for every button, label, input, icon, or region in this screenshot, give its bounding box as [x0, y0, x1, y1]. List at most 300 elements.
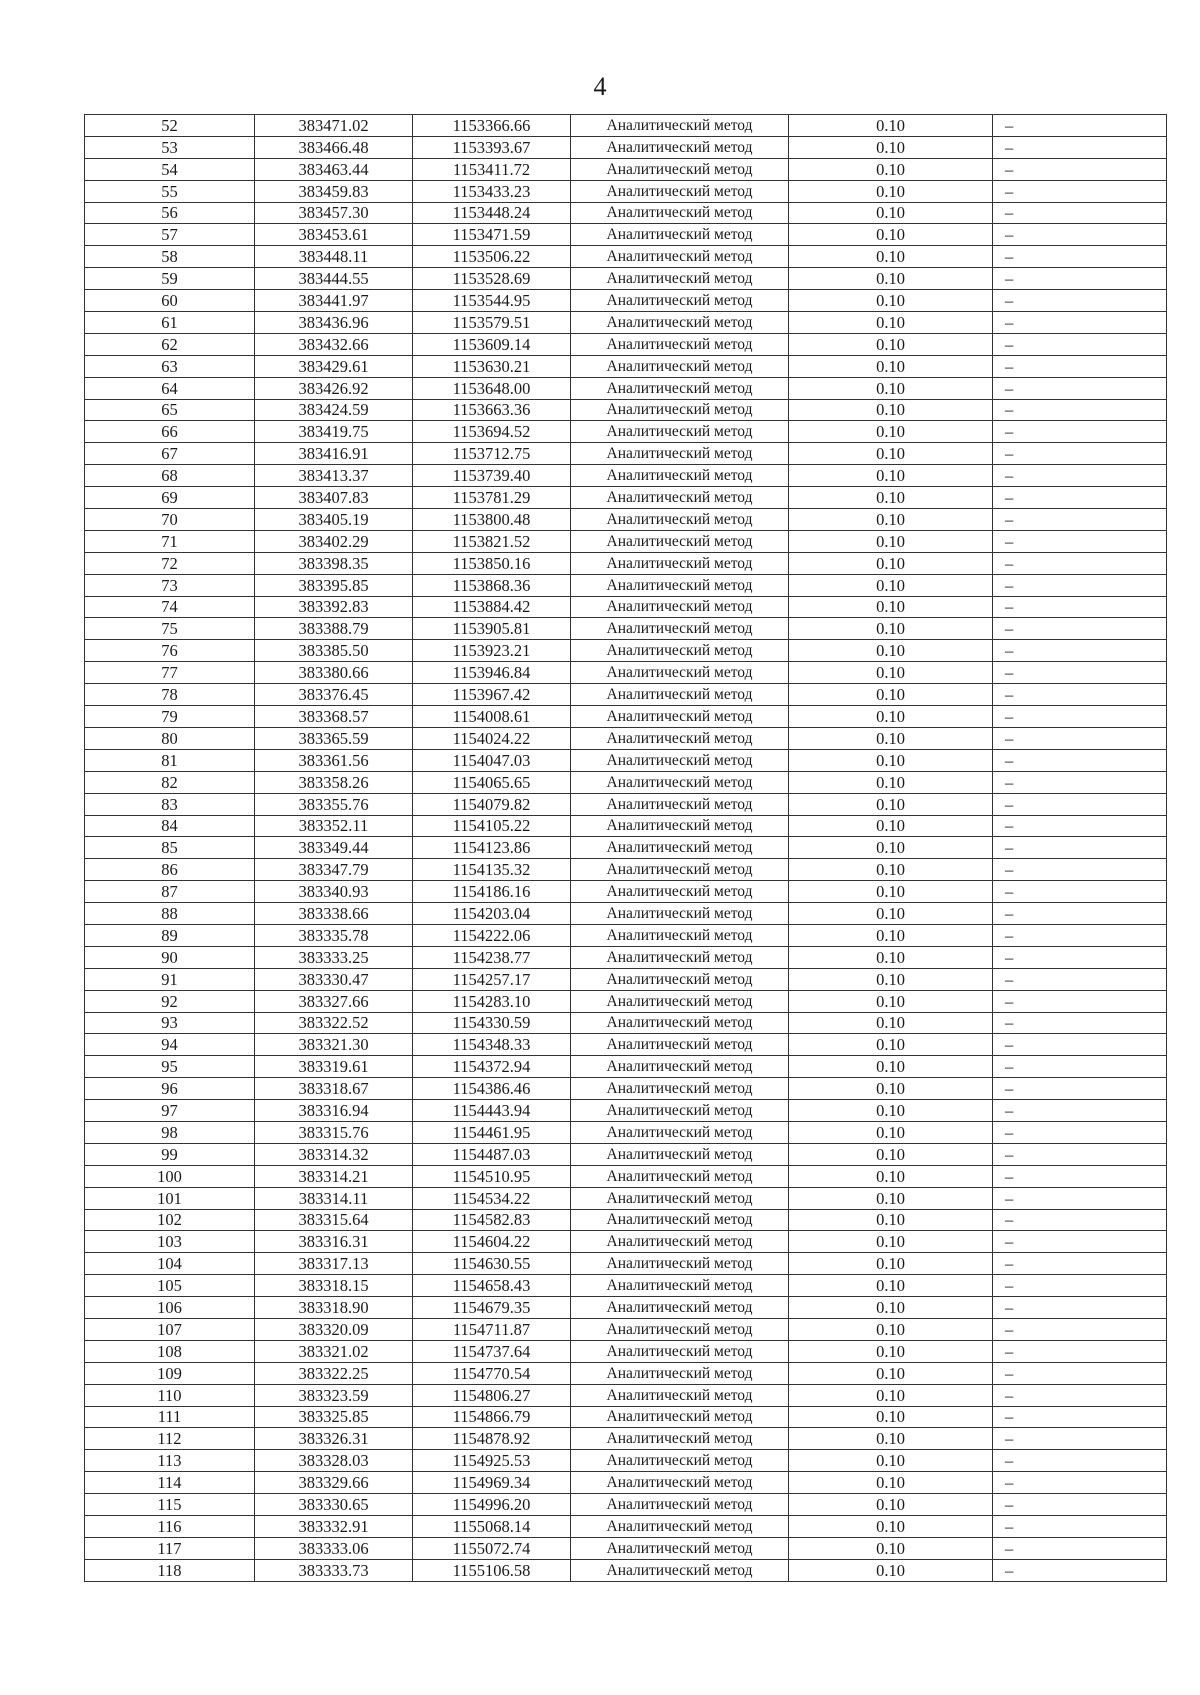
- accuracy-cell: 0.10: [789, 246, 993, 268]
- y-coordinate-cell: 1154604.22: [413, 1231, 571, 1253]
- point-number-cell: 104: [85, 1253, 255, 1275]
- x-coordinate-cell: 383392.83: [255, 596, 413, 618]
- point-number-cell: 102: [85, 1209, 255, 1231]
- note-cell: –: [993, 1559, 1167, 1581]
- accuracy-cell: 0.10: [789, 749, 993, 771]
- accuracy-cell: 0.10: [789, 684, 993, 706]
- y-coordinate-cell: 1153884.42: [413, 596, 571, 618]
- x-coordinate-cell: 383463.44: [255, 158, 413, 180]
- method-cell: Аналитический метод: [571, 968, 789, 990]
- table-row: [85, 640, 1167, 662]
- table-row: [85, 224, 1167, 246]
- y-coordinate-cell: 1154386.46: [413, 1078, 571, 1100]
- accuracy-cell: 0.10: [789, 859, 993, 881]
- method-cell: Аналитический метод: [571, 815, 789, 837]
- y-coordinate-cell: 1154008.61: [413, 706, 571, 728]
- y-coordinate-cell: 1154024.22: [413, 727, 571, 749]
- y-coordinate-cell: 1153905.81: [413, 618, 571, 640]
- accuracy-cell: 0.10: [789, 115, 993, 137]
- note-cell: –: [993, 618, 1167, 640]
- point-number-cell: 61: [85, 312, 255, 334]
- note-cell: –: [993, 421, 1167, 443]
- table-row: [85, 399, 1167, 421]
- y-coordinate-cell: 1154770.54: [413, 1362, 571, 1384]
- y-coordinate-cell: 1154534.22: [413, 1187, 571, 1209]
- note-cell: –: [993, 530, 1167, 552]
- x-coordinate-cell: 383321.30: [255, 1034, 413, 1056]
- table-row: [85, 487, 1167, 509]
- method-cell: Аналитический метод: [571, 662, 789, 684]
- x-coordinate-cell: 383322.52: [255, 1012, 413, 1034]
- note-cell: –: [993, 465, 1167, 487]
- method-cell: Аналитический метод: [571, 924, 789, 946]
- note-cell: –: [993, 859, 1167, 881]
- table-row: [85, 202, 1167, 224]
- table-row: [85, 1362, 1167, 1384]
- x-coordinate-cell: 383429.61: [255, 355, 413, 377]
- accuracy-cell: 0.10: [789, 968, 993, 990]
- method-cell: Аналитический метод: [571, 399, 789, 421]
- point-number-cell: 118: [85, 1559, 255, 1581]
- accuracy-cell: 0.10: [789, 355, 993, 377]
- note-cell: –: [993, 1340, 1167, 1362]
- point-number-cell: 92: [85, 990, 255, 1012]
- method-cell: Аналитический метод: [571, 136, 789, 158]
- y-coordinate-cell: 1154582.83: [413, 1209, 571, 1231]
- point-number-cell: 96: [85, 1078, 255, 1100]
- method-cell: Аналитический метод: [571, 1406, 789, 1428]
- table-row: [85, 1012, 1167, 1034]
- table-row: [85, 1472, 1167, 1494]
- accuracy-cell: 0.10: [789, 202, 993, 224]
- x-coordinate-cell: 383395.85: [255, 574, 413, 596]
- x-coordinate-cell: 383416.91: [255, 443, 413, 465]
- accuracy-cell: 0.10: [789, 136, 993, 158]
- table-row: [85, 1340, 1167, 1362]
- point-number-cell: 73: [85, 574, 255, 596]
- point-number-cell: 97: [85, 1100, 255, 1122]
- point-number-cell: 59: [85, 268, 255, 290]
- method-cell: Аналитический метод: [571, 990, 789, 1012]
- accuracy-cell: 0.10: [789, 1012, 993, 1034]
- method-cell: Аналитический метод: [571, 290, 789, 312]
- x-coordinate-cell: 383402.29: [255, 530, 413, 552]
- note-cell: –: [993, 793, 1167, 815]
- note-cell: –: [993, 158, 1167, 180]
- x-coordinate-cell: 383335.78: [255, 924, 413, 946]
- x-coordinate-cell: 383332.91: [255, 1516, 413, 1538]
- table-row: [85, 924, 1167, 946]
- note-cell: –: [993, 968, 1167, 990]
- point-number-cell: 88: [85, 903, 255, 925]
- y-coordinate-cell: 1154105.22: [413, 815, 571, 837]
- x-coordinate-cell: 383388.79: [255, 618, 413, 640]
- table-row: [85, 268, 1167, 290]
- y-coordinate-cell: 1154878.92: [413, 1428, 571, 1450]
- table-row: [85, 312, 1167, 334]
- note-cell: –: [993, 1275, 1167, 1297]
- method-cell: Аналитический метод: [571, 1209, 789, 1231]
- x-coordinate-cell: 383413.37: [255, 465, 413, 487]
- x-coordinate-cell: 383327.66: [255, 990, 413, 1012]
- y-coordinate-cell: 1154969.34: [413, 1472, 571, 1494]
- accuracy-cell: 0.10: [789, 509, 993, 531]
- note-cell: –: [993, 1078, 1167, 1100]
- method-cell: Аналитический метод: [571, 946, 789, 968]
- y-coordinate-cell: 1153850.16: [413, 552, 571, 574]
- table-row: [85, 509, 1167, 531]
- x-coordinate-cell: 383448.11: [255, 246, 413, 268]
- point-number-cell: 78: [85, 684, 255, 706]
- accuracy-cell: 0.10: [789, 1450, 993, 1472]
- x-coordinate-cell: 383419.75: [255, 421, 413, 443]
- point-number-cell: 69: [85, 487, 255, 509]
- point-number-cell: 76: [85, 640, 255, 662]
- accuracy-cell: 0.10: [789, 1406, 993, 1428]
- x-coordinate-cell: 383426.92: [255, 377, 413, 399]
- x-coordinate-cell: 383361.56: [255, 749, 413, 771]
- table-row: [85, 946, 1167, 968]
- method-cell: Аналитический метод: [571, 1253, 789, 1275]
- y-coordinate-cell: 1155106.58: [413, 1559, 571, 1581]
- table-row: [85, 443, 1167, 465]
- point-number-cell: 57: [85, 224, 255, 246]
- point-number-cell: 115: [85, 1494, 255, 1516]
- point-number-cell: 94: [85, 1034, 255, 1056]
- accuracy-cell: 0.10: [789, 421, 993, 443]
- y-coordinate-cell: 1153393.67: [413, 136, 571, 158]
- method-cell: Аналитический метод: [571, 881, 789, 903]
- point-number-cell: 53: [85, 136, 255, 158]
- note-cell: –: [993, 268, 1167, 290]
- method-cell: Аналитический метод: [571, 180, 789, 202]
- y-coordinate-cell: 1154443.94: [413, 1100, 571, 1122]
- point-number-cell: 68: [85, 465, 255, 487]
- x-coordinate-cell: 383325.85: [255, 1406, 413, 1428]
- accuracy-cell: 0.10: [789, 1537, 993, 1559]
- note-cell: –: [993, 136, 1167, 158]
- point-number-cell: 111: [85, 1406, 255, 1428]
- x-coordinate-cell: 383333.73: [255, 1559, 413, 1581]
- method-cell: Аналитический метод: [571, 1078, 789, 1100]
- method-cell: Аналитический метод: [571, 268, 789, 290]
- accuracy-cell: 0.10: [789, 1340, 993, 1362]
- note-cell: –: [993, 487, 1167, 509]
- accuracy-cell: 0.10: [789, 727, 993, 749]
- point-number-cell: 63: [85, 355, 255, 377]
- accuracy-cell: 0.10: [789, 552, 993, 574]
- accuracy-cell: 0.10: [789, 662, 993, 684]
- note-cell: –: [993, 684, 1167, 706]
- method-cell: Аналитический метод: [571, 1121, 789, 1143]
- accuracy-cell: 0.10: [789, 1034, 993, 1056]
- table-row: [85, 1537, 1167, 1559]
- y-coordinate-cell: 1154257.17: [413, 968, 571, 990]
- y-coordinate-cell: 1153800.48: [413, 509, 571, 531]
- method-cell: Аналитический метод: [571, 574, 789, 596]
- y-coordinate-cell: 1153506.22: [413, 246, 571, 268]
- accuracy-cell: 0.10: [789, 1209, 993, 1231]
- y-coordinate-cell: 1153433.23: [413, 180, 571, 202]
- x-coordinate-cell: 383320.09: [255, 1318, 413, 1340]
- method-cell: Аналитический метод: [571, 552, 789, 574]
- y-coordinate-cell: 1153411.72: [413, 158, 571, 180]
- accuracy-cell: 0.10: [789, 465, 993, 487]
- note-cell: –: [993, 1384, 1167, 1406]
- x-coordinate-cell: 383453.61: [255, 224, 413, 246]
- note-cell: –: [993, 443, 1167, 465]
- note-cell: –: [993, 1297, 1167, 1319]
- coordinates-table: [84, 114, 1167, 1582]
- x-coordinate-cell: 383329.66: [255, 1472, 413, 1494]
- accuracy-cell: 0.10: [789, 377, 993, 399]
- y-coordinate-cell: 1154123.86: [413, 837, 571, 859]
- point-number-cell: 101: [85, 1187, 255, 1209]
- y-coordinate-cell: 1153663.36: [413, 399, 571, 421]
- y-coordinate-cell: 1154135.32: [413, 859, 571, 881]
- point-number-cell: 56: [85, 202, 255, 224]
- x-coordinate-cell: 383316.94: [255, 1100, 413, 1122]
- y-coordinate-cell: 1153648.00: [413, 377, 571, 399]
- table-row: [85, 1559, 1167, 1581]
- note-cell: –: [993, 355, 1167, 377]
- x-coordinate-cell: 383352.11: [255, 815, 413, 837]
- accuracy-cell: 0.10: [789, 158, 993, 180]
- x-coordinate-cell: 383398.35: [255, 552, 413, 574]
- x-coordinate-cell: 383338.66: [255, 903, 413, 925]
- method-cell: Аналитический метод: [571, 837, 789, 859]
- method-cell: Аналитический метод: [571, 618, 789, 640]
- y-coordinate-cell: 1154658.43: [413, 1275, 571, 1297]
- note-cell: –: [993, 881, 1167, 903]
- accuracy-cell: 0.10: [789, 1253, 993, 1275]
- method-cell: Аналитический метод: [571, 903, 789, 925]
- table-row: [85, 1253, 1167, 1275]
- y-coordinate-cell: 1153967.42: [413, 684, 571, 706]
- y-coordinate-cell: 1153923.21: [413, 640, 571, 662]
- table-row: [85, 377, 1167, 399]
- method-cell: Аналитический метод: [571, 487, 789, 509]
- note-cell: –: [993, 837, 1167, 859]
- x-coordinate-cell: 383328.03: [255, 1450, 413, 1472]
- table-row: [85, 837, 1167, 859]
- method-cell: Аналитический метод: [571, 1165, 789, 1187]
- accuracy-cell: 0.10: [789, 1494, 993, 1516]
- y-coordinate-cell: 1153366.66: [413, 115, 571, 137]
- note-cell: –: [993, 1472, 1167, 1494]
- accuracy-cell: 0.10: [789, 1100, 993, 1122]
- note-cell: –: [993, 1056, 1167, 1078]
- table-row: [85, 465, 1167, 487]
- method-cell: Аналитический метод: [571, 377, 789, 399]
- x-coordinate-cell: 383322.25: [255, 1362, 413, 1384]
- accuracy-cell: 0.10: [789, 574, 993, 596]
- x-coordinate-cell: 383319.61: [255, 1056, 413, 1078]
- table-row: [85, 158, 1167, 180]
- y-coordinate-cell: 1154996.20: [413, 1494, 571, 1516]
- method-cell: Аналитический метод: [571, 1340, 789, 1362]
- table-row: [85, 727, 1167, 749]
- x-coordinate-cell: 383333.25: [255, 946, 413, 968]
- note-cell: –: [993, 509, 1167, 531]
- coordinates-table-body: [85, 115, 1167, 1582]
- point-number-cell: 100: [85, 1165, 255, 1187]
- y-coordinate-cell: 1154238.77: [413, 946, 571, 968]
- method-cell: Аналитический метод: [571, 1362, 789, 1384]
- method-cell: Аналитический метод: [571, 1428, 789, 1450]
- accuracy-cell: 0.10: [789, 618, 993, 640]
- y-coordinate-cell: 1154186.16: [413, 881, 571, 903]
- table-row: [85, 1428, 1167, 1450]
- y-coordinate-cell: 1154711.87: [413, 1318, 571, 1340]
- accuracy-cell: 0.10: [789, 881, 993, 903]
- accuracy-cell: 0.10: [789, 640, 993, 662]
- method-cell: Аналитический метод: [571, 1187, 789, 1209]
- method-cell: Аналитический метод: [571, 443, 789, 465]
- point-number-cell: 83: [85, 793, 255, 815]
- accuracy-cell: 0.10: [789, 1362, 993, 1384]
- point-number-cell: 87: [85, 881, 255, 903]
- accuracy-cell: 0.10: [789, 1231, 993, 1253]
- point-number-cell: 90: [85, 946, 255, 968]
- x-coordinate-cell: 383326.31: [255, 1428, 413, 1450]
- method-cell: Аналитический метод: [571, 1472, 789, 1494]
- point-number-cell: 60: [85, 290, 255, 312]
- note-cell: –: [993, 1231, 1167, 1253]
- point-number-cell: 55: [85, 180, 255, 202]
- table-row: [85, 815, 1167, 837]
- accuracy-cell: 0.10: [789, 333, 993, 355]
- point-number-cell: 112: [85, 1428, 255, 1450]
- method-cell: Аналитический метод: [571, 684, 789, 706]
- point-number-cell: 109: [85, 1362, 255, 1384]
- table-row: [85, 990, 1167, 1012]
- y-coordinate-cell: 1154461.95: [413, 1121, 571, 1143]
- x-coordinate-cell: 383444.55: [255, 268, 413, 290]
- method-cell: Аналитический метод: [571, 1056, 789, 1078]
- point-number-cell: 64: [85, 377, 255, 399]
- point-number-cell: 108: [85, 1340, 255, 1362]
- method-cell: Аналитический метод: [571, 859, 789, 881]
- accuracy-cell: 0.10: [789, 1472, 993, 1494]
- method-cell: Аналитический метод: [571, 421, 789, 443]
- method-cell: Аналитический метод: [571, 1143, 789, 1165]
- accuracy-cell: 0.10: [789, 1297, 993, 1319]
- point-number-cell: 91: [85, 968, 255, 990]
- accuracy-cell: 0.10: [789, 1384, 993, 1406]
- table-row: [85, 1231, 1167, 1253]
- method-cell: Аналитический метод: [571, 1275, 789, 1297]
- method-cell: Аналитический метод: [571, 355, 789, 377]
- table-row: [85, 618, 1167, 640]
- x-coordinate-cell: 383330.65: [255, 1494, 413, 1516]
- accuracy-cell: 0.10: [789, 1056, 993, 1078]
- y-coordinate-cell: 1153739.40: [413, 465, 571, 487]
- method-cell: Аналитический метод: [571, 333, 789, 355]
- method-cell: Аналитический метод: [571, 596, 789, 618]
- note-cell: –: [993, 1450, 1167, 1472]
- method-cell: Аналитический метод: [571, 115, 789, 137]
- accuracy-cell: 0.10: [789, 815, 993, 837]
- accuracy-cell: 0.10: [789, 443, 993, 465]
- x-coordinate-cell: 383318.15: [255, 1275, 413, 1297]
- accuracy-cell: 0.10: [789, 290, 993, 312]
- y-coordinate-cell: 1153781.29: [413, 487, 571, 509]
- note-cell: –: [993, 1187, 1167, 1209]
- note-cell: –: [993, 771, 1167, 793]
- table-row: [85, 552, 1167, 574]
- method-cell: Аналитический метод: [571, 1494, 789, 1516]
- point-number-cell: 65: [85, 399, 255, 421]
- x-coordinate-cell: 383436.96: [255, 312, 413, 334]
- x-coordinate-cell: 383314.32: [255, 1143, 413, 1165]
- accuracy-cell: 0.10: [789, 1121, 993, 1143]
- point-number-cell: 99: [85, 1143, 255, 1165]
- method-cell: Аналитический метод: [571, 1384, 789, 1406]
- y-coordinate-cell: 1154679.35: [413, 1297, 571, 1319]
- point-number-cell: 89: [85, 924, 255, 946]
- note-cell: –: [993, 706, 1167, 728]
- note-cell: –: [993, 1100, 1167, 1122]
- x-coordinate-cell: 383471.02: [255, 115, 413, 137]
- table-row: [85, 706, 1167, 728]
- x-coordinate-cell: 383365.59: [255, 727, 413, 749]
- point-number-cell: 58: [85, 246, 255, 268]
- y-coordinate-cell: 1154203.04: [413, 903, 571, 925]
- method-cell: Аналитический метод: [571, 1559, 789, 1581]
- table-row: [85, 115, 1167, 137]
- point-number-cell: 70: [85, 509, 255, 531]
- x-coordinate-cell: 383441.97: [255, 290, 413, 312]
- accuracy-cell: 0.10: [789, 1516, 993, 1538]
- note-cell: –: [993, 1143, 1167, 1165]
- table-row: [85, 881, 1167, 903]
- point-number-cell: 82: [85, 771, 255, 793]
- x-coordinate-cell: 383330.47: [255, 968, 413, 990]
- accuracy-cell: 0.10: [789, 990, 993, 1012]
- point-number-cell: 117: [85, 1537, 255, 1559]
- method-cell: Аналитический метод: [571, 1034, 789, 1056]
- note-cell: –: [993, 662, 1167, 684]
- accuracy-cell: 0.10: [789, 903, 993, 925]
- x-coordinate-cell: 383318.67: [255, 1078, 413, 1100]
- point-number-cell: 105: [85, 1275, 255, 1297]
- y-coordinate-cell: 1154222.06: [413, 924, 571, 946]
- method-cell: Аналитический метод: [571, 640, 789, 662]
- x-coordinate-cell: 383355.76: [255, 793, 413, 815]
- note-cell: –: [993, 1318, 1167, 1340]
- note-cell: –: [993, 1428, 1167, 1450]
- accuracy-cell: 0.10: [789, 1318, 993, 1340]
- note-cell: –: [993, 399, 1167, 421]
- note-cell: –: [993, 312, 1167, 334]
- x-coordinate-cell: 383317.13: [255, 1253, 413, 1275]
- x-coordinate-cell: 383376.45: [255, 684, 413, 706]
- table-row: [85, 180, 1167, 202]
- table-row: [85, 1494, 1167, 1516]
- table-row: [85, 333, 1167, 355]
- table-row: [85, 1450, 1167, 1472]
- table-row: [85, 1318, 1167, 1340]
- note-cell: –: [993, 1253, 1167, 1275]
- table-row: [85, 421, 1167, 443]
- method-cell: Аналитический метод: [571, 727, 789, 749]
- y-coordinate-cell: 1154330.59: [413, 1012, 571, 1034]
- table-row: [85, 596, 1167, 618]
- x-coordinate-cell: 383385.50: [255, 640, 413, 662]
- y-coordinate-cell: 1155068.14: [413, 1516, 571, 1538]
- table-row: [85, 903, 1167, 925]
